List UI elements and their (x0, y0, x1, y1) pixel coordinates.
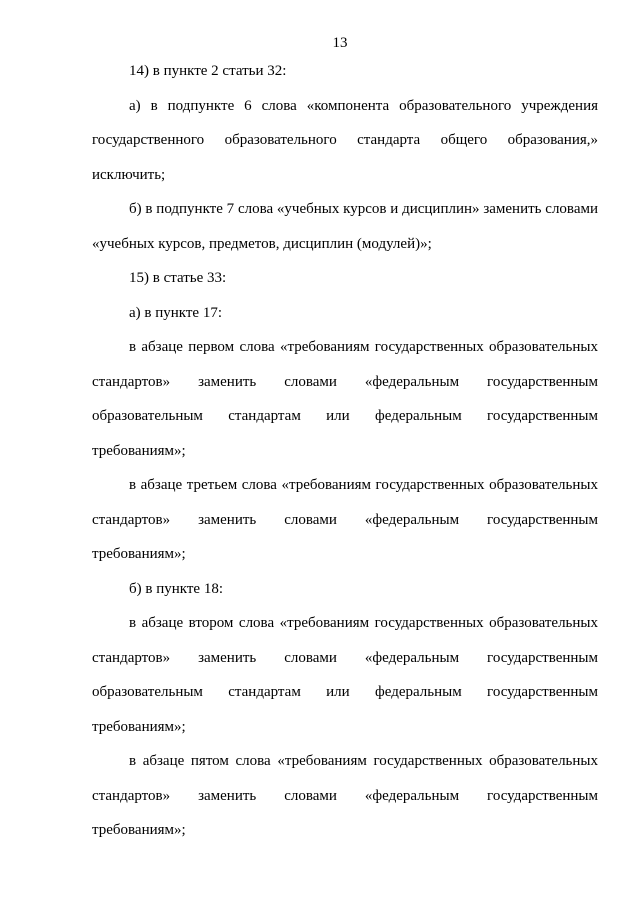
paragraph-abzac-second: в абзаце втором слова «требованиям государственных образовательных стандартов» заменить словами «федеральным государственным образовательным стандартам или федеральным государственным требованиям»; (92, 615, 598, 735)
paragraph-subitem-b-33: б) в пункте 18: (129, 580, 223, 597)
page-number: 13 (332, 35, 348, 51)
paragraph-subitem-b-32: б) в подпункте 7 слова «учебных курсов и дисциплин» заменить словами «учебных курсов, предметов, дисциплин (модулей)»; (92, 201, 598, 252)
paragraph-abzac-third: в абзаце третьем слова «требованиям государственных образовательных стандартов» заменить словами «федеральным государственным требованиям»; (92, 477, 598, 562)
paragraph-abzac-first: в абзаце первом слова «требованиям государственных образовательных стандартов» заменить словами «федеральным государственным образовательным стандартам или федеральным государственным требованиям»; (92, 339, 598, 459)
paragraph-subitem-a-33: а) в пункте 17: (129, 304, 223, 321)
paragraph-item-14: 14) в пункте 2 статьи 32: (129, 63, 287, 79)
paragraph-subitem-a-32: а) в подпункте 6 слова «компонента образовательного учреждения государственного образовательного стандарта общего образования,» исключить; (92, 97, 598, 183)
document-body (92, 54, 598, 848)
paragraph-abzac-fifth: в абзаце пятом слова «требованиям государственных образовательных стандартов» заменить словами «федеральным государственным требованиям»; (92, 753, 598, 838)
paragraph-item-15: 15) в статье 33: (129, 270, 227, 286)
